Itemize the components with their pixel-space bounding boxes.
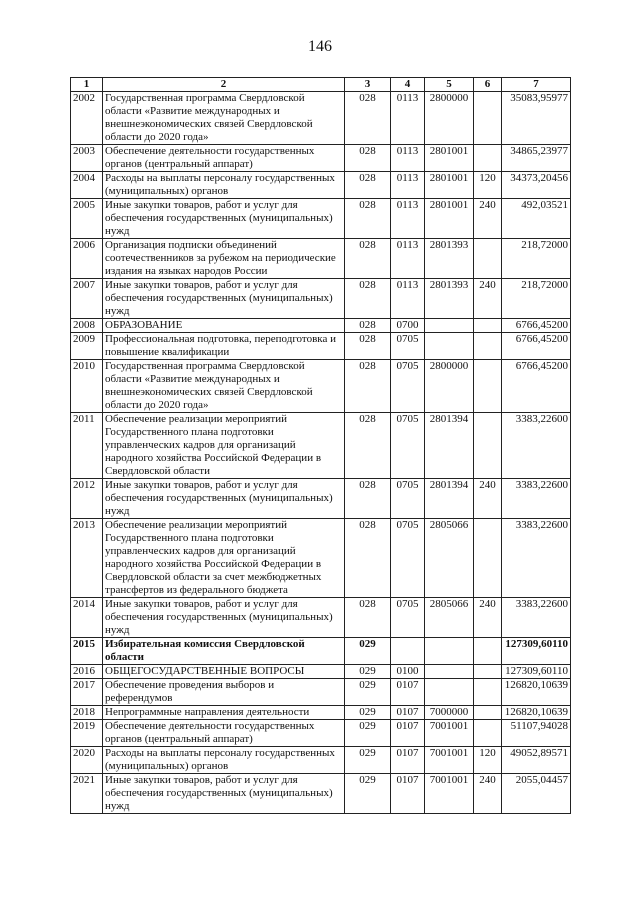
row-code-4: 0705 <box>391 519 425 598</box>
row-code-5 <box>425 679 474 706</box>
row-name: Государственная программа Свердловской области «Развитие международных и внешнеэкономических связей Свердловской области до 2020 года» <box>103 92 345 145</box>
row-code-5 <box>425 333 474 360</box>
row-code-6: 120 <box>474 172 502 199</box>
row-code-4: 0705 <box>391 413 425 479</box>
table-row <box>71 519 571 598</box>
row-name: Иные закупки товаров, работ и услуг для обеспечения государственных (муниципальных) нужд <box>103 279 345 319</box>
row-code-4: 0113 <box>391 239 425 279</box>
row-code-4: 0113 <box>391 92 425 145</box>
row-amount: 127309,60110 <box>502 665 571 679</box>
row-code-5: 2805066 <box>425 598 474 638</box>
row-code-5: 7000000 <box>425 706 474 720</box>
row-amount: 3383,22600 <box>502 479 571 519</box>
row-number: 2018 <box>71 706 103 720</box>
table-row <box>71 360 571 413</box>
row-amount: 35083,95977 <box>502 92 571 145</box>
row-code-5: 7001001 <box>425 720 474 747</box>
row-name: Иные закупки товаров, работ и услуг для обеспечения государственных (муниципальных) нужд <box>103 774 345 814</box>
row-code-3: 028 <box>345 360 391 413</box>
row-name: Обеспечение реализации мероприятий Государственного плана подготовки управленческих кадров для организаций народного хозяйства Российской Федерации в Свердловской области <box>103 413 345 479</box>
row-amount: 126820,10639 <box>502 679 571 706</box>
row-name: Иные закупки товаров, работ и услуг для обеспечения государственных (муниципальных) нужд <box>103 479 345 519</box>
row-code-6 <box>474 319 502 333</box>
column-header: 1 <box>71 78 103 92</box>
row-code-5 <box>425 665 474 679</box>
row-number: 2008 <box>71 319 103 333</box>
row-number: 2015 <box>71 638 103 665</box>
row-code-4: 0100 <box>391 665 425 679</box>
row-code-5: 2801393 <box>425 239 474 279</box>
table-row <box>71 598 571 638</box>
row-amount: 34865,23977 <box>502 145 571 172</box>
row-code-4 <box>391 638 425 665</box>
row-code-4: 0705 <box>391 479 425 519</box>
row-code-4: 0107 <box>391 747 425 774</box>
table-row <box>71 479 571 519</box>
row-code-3: 028 <box>345 279 391 319</box>
column-header: 4 <box>391 78 425 92</box>
row-code-4: 0700 <box>391 319 425 333</box>
row-code-3: 028 <box>345 479 391 519</box>
row-name: Непрограммные направления деятельности <box>103 706 345 720</box>
row-code-4: 0705 <box>391 333 425 360</box>
row-code-6: 240 <box>474 774 502 814</box>
row-amount: 34373,20456 <box>502 172 571 199</box>
row-code-3: 029 <box>345 774 391 814</box>
column-header: 5 <box>425 78 474 92</box>
row-amount: 492,03521 <box>502 199 571 239</box>
row-code-3: 028 <box>345 413 391 479</box>
row-code-4: 0113 <box>391 145 425 172</box>
row-name: Обеспечение проведения выборов и референдумов <box>103 679 345 706</box>
row-code-6 <box>474 679 502 706</box>
table-row <box>71 239 571 279</box>
row-number: 2012 <box>71 479 103 519</box>
row-code-3: 028 <box>345 598 391 638</box>
row-code-5 <box>425 319 474 333</box>
row-code-5: 2801001 <box>425 199 474 239</box>
row-amount: 6766,45200 <box>502 360 571 413</box>
table-row <box>71 774 571 814</box>
table-row <box>71 720 571 747</box>
row-code-6 <box>474 333 502 360</box>
row-code-5: 2801393 <box>425 279 474 319</box>
table-row <box>71 679 571 706</box>
row-code-6 <box>474 665 502 679</box>
row-code-6: 240 <box>474 479 502 519</box>
column-header: 7 <box>502 78 571 92</box>
row-number: 2017 <box>71 679 103 706</box>
row-code-4: 0113 <box>391 172 425 199</box>
row-number: 2003 <box>71 145 103 172</box>
row-code-3: 028 <box>345 519 391 598</box>
table-body <box>71 92 571 814</box>
row-name: Иные закупки товаров, работ и услуг для обеспечения государственных (муниципальных) нужд <box>103 598 345 638</box>
row-code-5: 2805066 <box>425 519 474 598</box>
row-name: Избирательная комиссия Свердловской области <box>103 638 345 665</box>
column-header: 6 <box>474 78 502 92</box>
row-code-6: 240 <box>474 598 502 638</box>
column-header: 2 <box>103 78 345 92</box>
row-number: 2009 <box>71 333 103 360</box>
row-code-3: 029 <box>345 747 391 774</box>
row-code-5: 2801394 <box>425 413 474 479</box>
row-code-6: 240 <box>474 279 502 319</box>
row-code-3: 029 <box>345 679 391 706</box>
row-code-6 <box>474 413 502 479</box>
row-code-4: 0705 <box>391 598 425 638</box>
row-amount: 6766,45200 <box>502 333 571 360</box>
row-code-5: 2801394 <box>425 479 474 519</box>
row-code-6 <box>474 720 502 747</box>
row-code-3: 029 <box>345 706 391 720</box>
table-row <box>71 172 571 199</box>
row-number: 2016 <box>71 665 103 679</box>
table-row <box>71 706 571 720</box>
row-code-3: 029 <box>345 720 391 747</box>
row-code-3: 029 <box>345 638 391 665</box>
row-amount: 3383,22600 <box>502 413 571 479</box>
row-amount: 3383,22600 <box>502 519 571 598</box>
row-code-5: 2801001 <box>425 145 474 172</box>
row-code-4: 0107 <box>391 679 425 706</box>
row-code-3: 028 <box>345 92 391 145</box>
row-code-5: 7001001 <box>425 774 474 814</box>
table-row <box>71 747 571 774</box>
row-code-6 <box>474 638 502 665</box>
row-code-6 <box>474 239 502 279</box>
column-header: 3 <box>345 78 391 92</box>
row-name: ОБРАЗОВАНИЕ <box>103 319 345 333</box>
row-code-5 <box>425 638 474 665</box>
row-amount: 218,72000 <box>502 279 571 319</box>
row-code-3: 028 <box>345 239 391 279</box>
row-name: ОБЩЕГОСУДАРСТВЕННЫЕ ВОПРОСЫ <box>103 665 345 679</box>
row-number: 2019 <box>71 720 103 747</box>
row-code-4: 0113 <box>391 199 425 239</box>
row-code-6 <box>474 519 502 598</box>
row-code-5: 7001001 <box>425 747 474 774</box>
row-code-3: 028 <box>345 145 391 172</box>
row-code-6 <box>474 92 502 145</box>
row-name: Профессиональная подготовка, переподготовка и повышение квалификации <box>103 333 345 360</box>
row-amount: 51107,94028 <box>502 720 571 747</box>
table-row <box>71 333 571 360</box>
row-name: Обеспечение реализации мероприятий Государственного плана подготовки управленческих кадров для организаций народного хозяйства Российской Федерации в Свердловской области за счет межбюджетных трансфертов из федерального бюджета <box>103 519 345 598</box>
row-code-4: 0705 <box>391 360 425 413</box>
row-amount: 3383,22600 <box>502 598 571 638</box>
row-number: 2021 <box>71 774 103 814</box>
table-row <box>71 92 571 145</box>
row-code-6 <box>474 360 502 413</box>
row-code-5: 2800000 <box>425 360 474 413</box>
row-name: Обеспечение деятельности государственных органов (центральный аппарат) <box>103 720 345 747</box>
table-row <box>71 413 571 479</box>
row-number: 2002 <box>71 92 103 145</box>
table-row <box>71 145 571 172</box>
row-code-3: 028 <box>345 172 391 199</box>
row-name: Обеспечение деятельности государственных органов (центральный аппарат) <box>103 145 345 172</box>
row-code-4: 0113 <box>391 279 425 319</box>
table-row <box>71 638 571 665</box>
row-amount: 218,72000 <box>502 239 571 279</box>
row-name: Государственная программа Свердловской области «Развитие международных и внешнеэкономических связей Свердловской области до 2020 года» <box>103 360 345 413</box>
row-number: 2006 <box>71 239 103 279</box>
row-number: 2007 <box>71 279 103 319</box>
table-row <box>71 279 571 319</box>
row-name: Организация подписки объединений соотечественников за рубежом на периодические издания на языках народов России <box>103 239 345 279</box>
row-amount: 126820,10639 <box>502 706 571 720</box>
row-code-6 <box>474 145 502 172</box>
row-code-5: 2800000 <box>425 92 474 145</box>
row-code-6: 120 <box>474 747 502 774</box>
row-number: 2010 <box>71 360 103 413</box>
row-code-3: 028 <box>345 199 391 239</box>
row-code-5: 2801001 <box>425 172 474 199</box>
table-row <box>71 665 571 679</box>
row-number: 2011 <box>71 413 103 479</box>
row-code-3: 029 <box>345 665 391 679</box>
row-number: 2020 <box>71 747 103 774</box>
page-number: 146 <box>308 38 332 55</box>
row-amount: 127309,60110 <box>502 638 571 665</box>
row-name: Иные закупки товаров, работ и услуг для обеспечения государственных (муниципальных) нужд <box>103 199 345 239</box>
row-code-4: 0107 <box>391 774 425 814</box>
row-code-6: 240 <box>474 199 502 239</box>
row-number: 2004 <box>71 172 103 199</box>
row-name: Расходы на выплаты персоналу государственных (муниципальных) органов <box>103 172 345 199</box>
table-header-row <box>71 78 571 92</box>
row-code-4: 0107 <box>391 706 425 720</box>
row-code-4: 0107 <box>391 720 425 747</box>
row-number: 2005 <box>71 199 103 239</box>
row-amount: 6766,45200 <box>502 319 571 333</box>
table-row <box>71 199 571 239</box>
row-code-6 <box>474 706 502 720</box>
row-code-3: 028 <box>345 319 391 333</box>
row-amount: 49052,89571 <box>502 747 571 774</box>
budget-table <box>70 77 571 814</box>
row-number: 2013 <box>71 519 103 598</box>
row-name: Расходы на выплаты персоналу государственных (муниципальных) органов <box>103 747 345 774</box>
row-number: 2014 <box>71 598 103 638</box>
row-code-3: 028 <box>345 333 391 360</box>
row-amount: 2055,04457 <box>502 774 571 814</box>
table-row <box>71 319 571 333</box>
